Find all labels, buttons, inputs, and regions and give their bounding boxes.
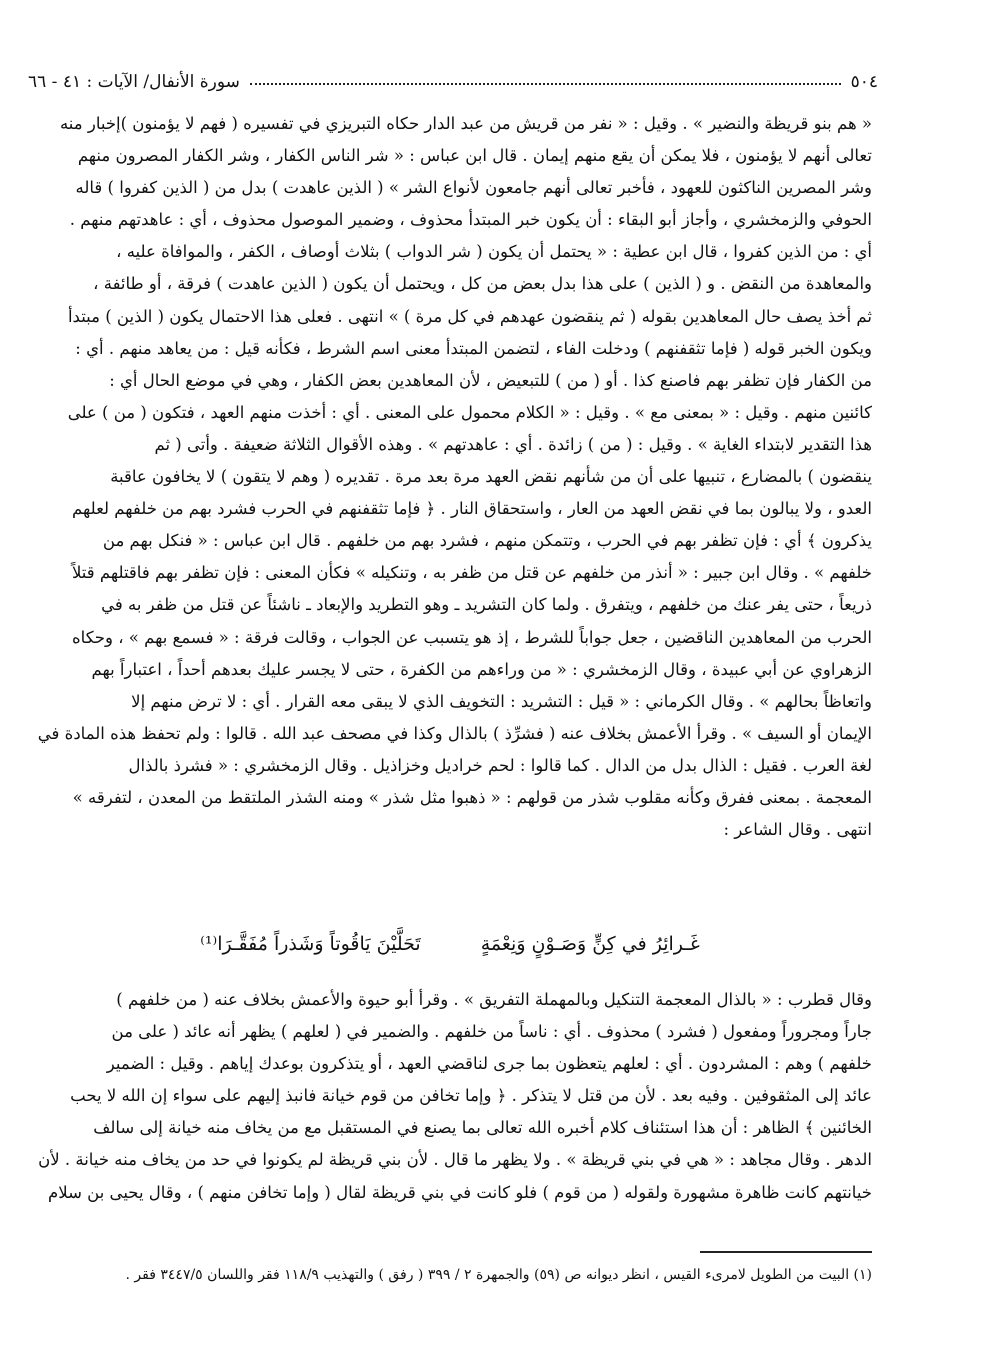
text-line: من الكفار فإن تظفر بهم فاصنع كذا . أو ( من ) للتبعيض ، لأن المعاهدين بعض الكفار ، وهي في موضع الحال أي : bbox=[109, 370, 872, 390]
text-line: عائد إلى المثقوفين . وفيه بعد . لأن من قتل لا يتذكر . ﴿ وإما تخافن من قوم خيانة فانبذ إليهم على سواء إن الله لا يحب bbox=[70, 1086, 872, 1106]
footnote-separator bbox=[700, 1251, 872, 1253]
text-line: لغة العرب . فقيل : الذال بدل من الدال . كما قالوا : لحم خراديل وخزاذيل . وقال الزمخشري : « فشرذ بالذال bbox=[128, 755, 872, 775]
text-line: تعالى أنهم لا يؤمنون ، فلا يمكن أن يقع منهم إيمان . قال ابن عباس : « شر الناس الكفار ، وشر الكفار المصرون منهم bbox=[77, 146, 872, 166]
text-line: الإيمان أو السيف » . وقرأ الأعمش بخلاف عنه ( فشرِّذ ) بالذال وكذا في مصحف عبد الله . قالوا : ولم تحفظ هذه المادة في bbox=[37, 723, 872, 743]
text-line: أي : من الذين كفروا ، قال ابن عطية : « يحتمل أن يكون ( شر الدواب ) بثلاث أوصاف ، الكفر ، والموافاة عليه ، bbox=[116, 242, 872, 262]
text-line: الحوفي والزمخشري ، وأجاز أبو البقاء : أن يكون خبر المبتدأ محذوف ، وضمير الموصول محذوف ، أي : عاهدتهم منهم . bbox=[69, 210, 872, 230]
text-line: المعجمة . بمعنى ففرق وكأنه مقلوب شذر من قولهم : « ذهبوا مثل شذر » ومنه الشذر الملتقط من المعدن ، لتفرقه » bbox=[72, 787, 872, 807]
text-line: واتعاظاً بحالهم » . وقال الكرماني : « قيل : التشريد : التخويف الذي لا يبقى معه القرار . أي : لا ترض منهم إلا bbox=[131, 691, 872, 711]
text-line: وقال قطرب : « بالذال المعجمة التنكيل وبالمهملة التفريق » . وقرأ أبو حيوة والأعمش بخلاف عنه ( من خلفهم ) bbox=[116, 990, 872, 1009]
text-line: جاراً ومجروراً ومفعول ( فشرد ) محذوف . أي : ناساً من خلفهم . والضمير في ( لعلهم ) يظهر أنه عائد ( على من bbox=[111, 1022, 872, 1042]
running-title: سورة الأنفال/ الآيات : ٤١ - ٦٦ bbox=[28, 72, 240, 92]
text-line: العدو ، ولا يبالون بما في نقض العهد من العار ، واستحقاق النار . ﴿ فإما تثقفنهم في الحرب فشرد بهم من خلفهم لعلهم bbox=[72, 499, 872, 519]
text-line: كائنين منهم . وقيل : « بمعنى مع » . وقيل : « الكلام محمول على المعنى . أي : أخذت منهم العهد ، فتكون ( من ) على bbox=[67, 402, 872, 422]
page-header bbox=[28, 62, 878, 92]
text-line: ويكون الخبر قوله ( فإما تثقفنهم ) ودخلت الفاء ، لتضمن المبتدأ معنى اسم الشرط ، فكأنه قيل : من يعاهد منهم . أي : bbox=[75, 338, 872, 358]
text-line: وشر المصرين الناكثون للعهود ، فأخبر تعالى أنهم جامعون لأنواع الشر » ( الذين عاهدت ) بدل من ( الذين كفروا ) قاله bbox=[75, 178, 872, 198]
text-line: الخائنين ﴾ الظاهر : أن هذا استئناف كلام أخبره الله تعالى بما يصنع في المستقبل مع من يخاف منه خيانة إلى سالف bbox=[93, 1118, 872, 1138]
poetry-verse bbox=[28, 926, 872, 966]
header-dotted-leader bbox=[250, 82, 841, 85]
text-line: الدهر . وقال مجاهد : « هي في بني قريظة » . ولا يظهر ما قال . لأن بني قريظة لم يكونوا في حد من يخاف منه خيانة . لأن bbox=[38, 1150, 872, 1170]
text-line: خلفهم » . وقال ابن جبير : « أنذر من خلفهم عن قتل من ظفر به ، وتنكيله » فكأن المعنى : فإن تظفر بهم فاقتلهم قتلاً bbox=[71, 563, 872, 583]
text-line: ذريعاً ، حتى يفر عنك من خلفهم ، ويتفرق . ولما كان التشريد ـ وهو التطريد والإبعاد ـ ناشئاً عن قتل من ظفر به في bbox=[101, 595, 872, 615]
main-text-block-continued bbox=[28, 984, 872, 1209]
text-line: خيانتهم كانت ظاهرة مشهورة ولقوله ( من قوم ) فلو كانت في بني قريظة لقال ( وإما تخافن منهم ) ، وقال يحيى بن سلام bbox=[48, 1182, 872, 1202]
text-line: والمعاهدة من النقض . و ( الذين ) على هذا بدل بعض من كل ، ويحتمل أن يكون ( الذين عاهدت ) فرقة ، أو طائفة ، bbox=[93, 274, 872, 294]
main-text-block bbox=[28, 108, 872, 846]
page-number: ٥٠٤ bbox=[850, 72, 878, 92]
text-line: انتهى . وقال الشاعر : bbox=[723, 820, 872, 840]
text-line: خلفهم ) وهم : المشردون . أي : لعلهم يتعظون بما جرى لناقضي العهد ، أو يتذكرون بوعدك إياهم . وقيل : الضمير bbox=[106, 1054, 872, 1074]
text-line: الحرب من المعاهدين الناقضين ، جعل جواباً للشرط ، إذ هو يتسبب عن الجواب ، وقالت فرقة : « فسمع بهم » ، وحكاه bbox=[72, 627, 872, 647]
text-line: الزهراوي عن أبي عبيدة ، وقال الزمخشري : « من وراءهم من الكفرة ، حتى لا يجسر عليك بعدهم أحداً ، اعتباراً بهم bbox=[91, 659, 872, 679]
text-line: ينقضون ) بالمضارع ، تنبيها على أن من شأنهم نقض العهد مرة بعد مرة . تقديره ( وهم لا يتقون ) لا يخافون عاقبة bbox=[110, 467, 872, 487]
text-line: « هم بنو قريظة والنضير » . وقيل : « نفر من قريش من عبد الدار حكاه التبريزي في تفسيره ( فهم لا يؤمنون )إخبار منه bbox=[59, 114, 872, 133]
verse-hemistich-left: تَحَلَّيْنَ يَاقُوتاً وَشَذراً مُفَقَّـرَا⁽¹⁾ bbox=[200, 933, 421, 955]
verse-hemistich-right: غَـرائِرُ في كِنٍّ وَصَـوْنٍ وَنِعْمَةٍ bbox=[480, 933, 700, 955]
text-line: يذكرون ﴾ أي : فإن تظفر بهم في الحرب ، وتتمكن منهم ، فشرد بهم من خلفهم . قال ابن عباس : « فنكل بهم من bbox=[102, 531, 872, 551]
text-line: ثم أخذ يصف حال المعاهدين بقوله ( ثم ينقضون عهدهم في كل مرة ) » انتهى . فعلى هذا الاحتمال يكون ( الذين ) مبتدأ bbox=[67, 306, 872, 326]
footnote: (١) البيت من الطويل لامرىء القيس ، انظر ديوانه ص (٥٩) والجمهرة ٢ / ٣٩٩ ( رفق ) والتهذيب ١١٨/٩ فقر واللسان ٣٤٤٧/٥ فقر . bbox=[125, 1267, 872, 1283]
text-line: هذا التقدير لابتداء الغاية » . وقيل : ( من ) زائدة . أي : عاهدتهم » . وهذه الأقوال الثلاثة ضعيفة . وأتى ( ثم bbox=[154, 434, 872, 454]
